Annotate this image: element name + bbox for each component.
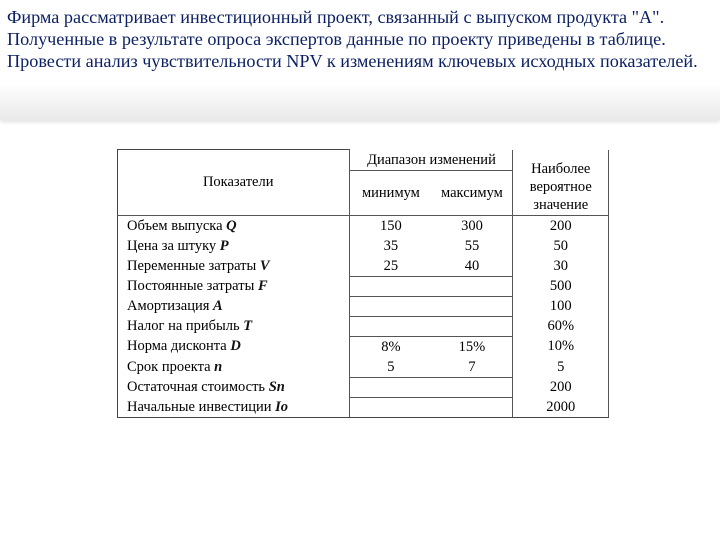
variable-symbol: n bbox=[214, 358, 223, 375]
cell-max bbox=[431, 377, 513, 397]
table-row: Срок проекта n 5 7 5 bbox=[118, 357, 609, 378]
table-row: Налог на прибыль T 60% bbox=[118, 316, 609, 336]
variable-symbol: Io bbox=[275, 399, 289, 415]
cell-prob: 50 bbox=[513, 236, 609, 256]
table-row: Остаточная стоимость Sn 200 bbox=[118, 377, 609, 397]
cell-prob: 200 bbox=[513, 215, 609, 236]
variable-symbol: Q bbox=[226, 217, 237, 234]
variable-symbol: F bbox=[257, 278, 268, 294]
header-most-probable-line2: вероятное bbox=[529, 178, 592, 195]
cell-prob: 200 bbox=[513, 377, 609, 397]
variable-symbol: T bbox=[243, 318, 253, 334]
table-row: Цена за штуку P 35 55 50 bbox=[118, 236, 609, 256]
cell-max bbox=[431, 397, 513, 418]
table-row: Объем выпуска Q 150 300 200 bbox=[118, 215, 609, 236]
header-indicators: Показатели bbox=[118, 150, 350, 216]
cell-min: 8% bbox=[381, 338, 401, 355]
task-description: Фирма рассматривает инвестиционный проект, связанный с выпуском продукта "А". Полученные в результате опроса экспертов данные по проекту приведены в таблице. Провести анализ чувствительности NPV к изменениям ключевых исходных показателей. bbox=[7, 7, 698, 71]
cell-max: 7 bbox=[431, 357, 513, 378]
table-row: Норма дисконта D 8% 15% 10% bbox=[118, 336, 609, 357]
table-row: Переменные затраты V 25 40 30 bbox=[118, 256, 609, 277]
header-maximum: максимум bbox=[431, 170, 513, 215]
cell-min: 25 bbox=[350, 256, 431, 277]
cell-min bbox=[350, 377, 431, 397]
cell-min bbox=[350, 276, 431, 296]
cell-prob: 100 bbox=[513, 296, 609, 316]
header-most-probable-line1: Наиболее bbox=[531, 160, 591, 177]
cell-max bbox=[431, 296, 513, 316]
cell-min bbox=[350, 316, 431, 336]
table-row: Постоянные затраты F 500 bbox=[118, 276, 609, 296]
header-range: Диапазон изменений bbox=[350, 150, 513, 171]
header-most-probable-line3: значение bbox=[533, 196, 589, 213]
cell-max: 55 bbox=[431, 236, 513, 256]
cell-prob: 10% bbox=[513, 336, 609, 357]
cell-prob: 60% bbox=[513, 316, 609, 336]
variable-symbol: D bbox=[230, 338, 241, 355]
cell-max bbox=[431, 316, 513, 336]
table-row: Амортизация A 100 bbox=[118, 296, 609, 316]
cell-max: 15% bbox=[431, 336, 513, 357]
cell-min: 35 bbox=[383, 237, 399, 254]
variable-symbol: A bbox=[213, 298, 223, 314]
cell-max: 40 bbox=[431, 256, 513, 277]
cell-min bbox=[350, 397, 431, 418]
variable-symbol: P bbox=[219, 237, 229, 254]
cell-min bbox=[350, 296, 431, 316]
cell-prob: 30 bbox=[513, 256, 609, 277]
cell-prob: 500 bbox=[513, 276, 609, 296]
cell-min: 150 bbox=[380, 217, 402, 234]
variable-symbol: Sn bbox=[268, 379, 285, 395]
cell-max bbox=[431, 276, 513, 296]
table-row: Начальные инвестиции Io 2000 bbox=[118, 397, 609, 418]
cell-min: 5 bbox=[350, 357, 431, 378]
cell-prob: 5 bbox=[513, 357, 609, 378]
header-most-probable bbox=[513, 150, 609, 216]
header-minimum: минимум bbox=[350, 170, 431, 215]
variable-symbol: V bbox=[259, 257, 270, 274]
cell-max: 300 bbox=[431, 215, 513, 236]
cell-prob: 2000 bbox=[513, 397, 609, 418]
parameters-table bbox=[117, 149, 609, 418]
